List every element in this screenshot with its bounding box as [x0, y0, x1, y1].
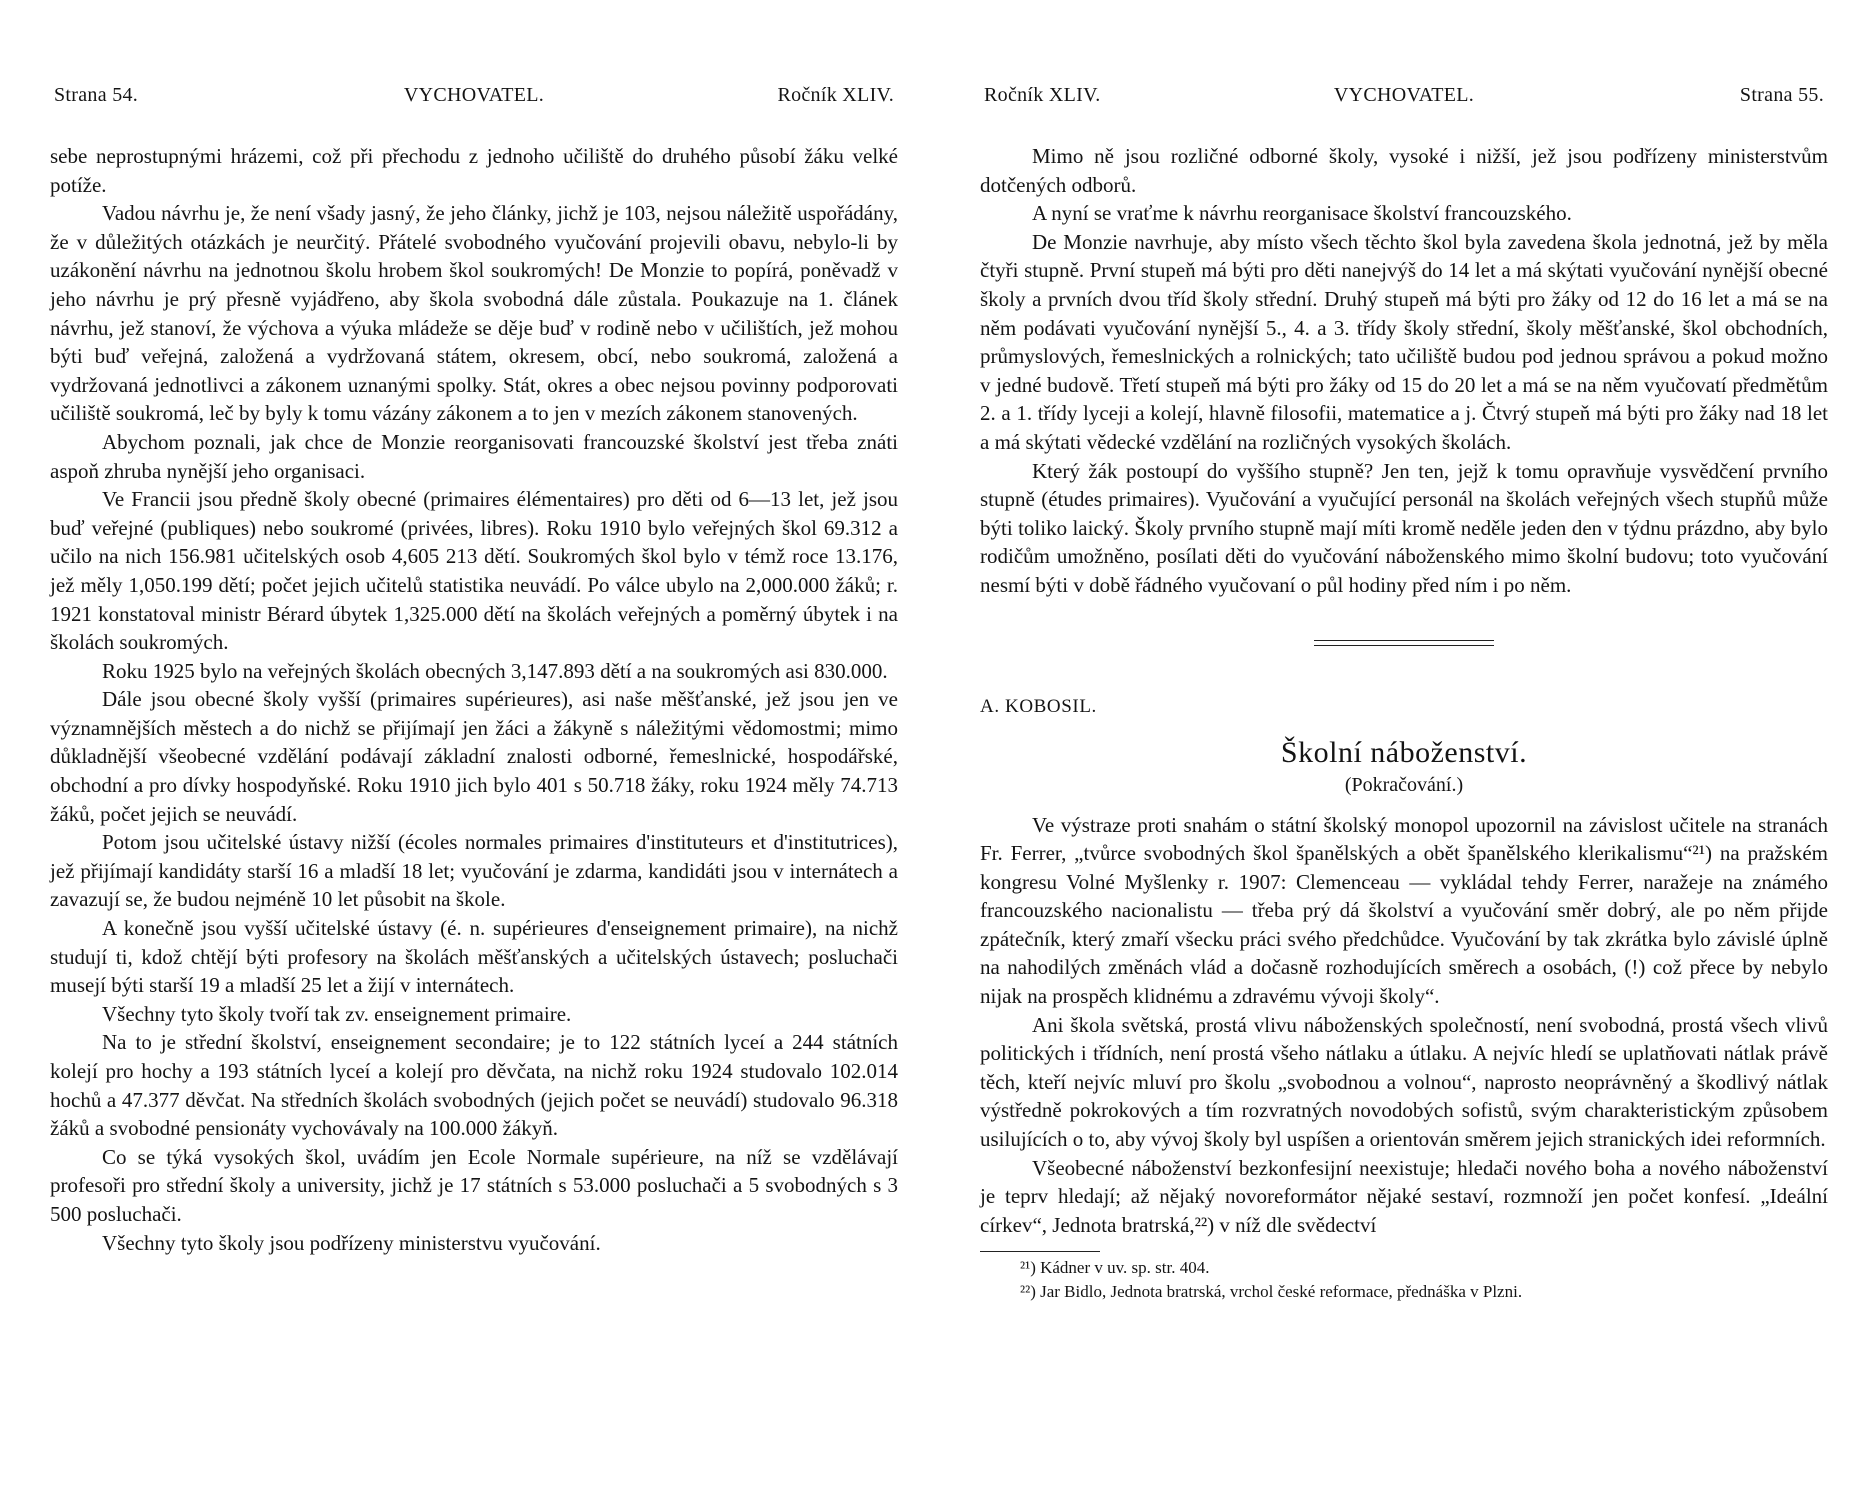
paragraph: Ve výstraze proti snahám o státní školský monopol upozornil na závislost učitele na stranách Fr. Ferrer, „tvůrce svobodných škol španělských a obět španělského klerikalismu“²¹) na pražském kongresu Volné Myšlenky r. 1907: Clemenceau — vykládal tehdy Ferrer, naražeje na známého francouzského nacionalistu — třeba prý dá školství a vyučování směr dobrý, ale po něm přijde zpátečník, který zmaří všecku práci svého předchůdce. Vyučování by tak zkrátka bylo závislé úplně na nahodilých změnách vlád a dočasně rozhodujících směrech a osobách, (!) což přece by nebylo nijak na prospěch klidnému a zdravému vývoji školy“. [980, 812, 1828, 1009]
paragraph: Vadou návrhu je, že není všady jasný, že jeho články, jichž je 103, nejsou náležitě uspořádány, že v důležitých otázkách je neurčitý. Přátelé svobodného vyučování projevili obavu, nebylo-li by uzákonění návrhu na jednotnou školu hrobem škol soukromých! De Monzie to popírá, poněvadž v jeho návrhu je prý přesně vyjádřeno, aby škola svobodná dále zůstala. Poukazuje na 1. článek návrhu, jež stanoví, že výchova a výuka mládeže se děje buď v rodině nebo v učilištích, jež mohou býti buď veřejná, založená a vydržovaná státem, okresem, obcí, nebo soukromá, založená a vydržovaná jednotlivci a zákonem uznanými spolky. Stát, okres a obec nejsou povinny podporovati učiliště soukromá, leč by byly k tomu vázány zákonem a to jen v mezích zákonem stanovených. [50, 201, 898, 426]
footnote: ²²) Jar Bidlo, Jednota bratrská, vrchol české reformace, přednáška v Plzni. [1020, 1282, 1523, 1302]
paragraph: Mimo ně jsou rozličné odborné školy, vysoké i nižší, jež jsou podřízeny ministerstvům dotčených odborů. [980, 144, 1828, 197]
right-page [980, 78, 1828, 1304]
paragraph: Co se týká vysokých škol, uvádím jen Ecole Normale supérieure, na níž se vzdělávají profesoři pro střední školy a university, jichž je 17 státních s 53.000 posluchači a 5 svobodných s 3 500 posluchači. [50, 1144, 898, 1226]
section-divider [1314, 645, 1494, 646]
article-body-text [980, 811, 1828, 1240]
journal-title: VYCHOVATEL. [403, 84, 545, 106]
paragraph: A nyní se vraťme k návrhu reorganisace školství francouzského. [1032, 201, 1572, 226]
page-number: Strana 55. [1739, 84, 1824, 106]
paragraph: De Monzie navrhuje, aby místo všech těchto škol byla zavedena škola jednotná, jež by měla čtyři stupně. První stupeň má býti pro děti nanejvýš do 14 let a má skýtati vyučování nynější obecné školy a prvních dvou tříd školy střední. Druhý stupeň má býti pro žáky od 12 do 16 let a má se na něm podávati vyučování nynější 5., 4. a 3. třídy školy střední, školy měšťanské, škol obchodních, průmyslových, řemeslnických a rolnických; tato učiliště budou pod jednou správou a pokud možno v jedné budově. Třetí stupeň má býti pro žáky od 15 do 20 let a má se na něm vyučovatí předmětům 2. a 1. třídy lyceji a kolejí, hlavně filosofii, matematice a j. Čtvrý stupeň má býti pro žáky nad 18 let a má skýtati vědecké vzdělání na rozličných vysokých školách. [980, 229, 1828, 454]
article-author: A. KOBOSIL. [980, 695, 1097, 717]
paragraph: Abychom poznali, jak chce de Monzie reorganisovati francouzské školství jest třeba znáti aspoň zhruba nynější jeho organisaci. [50, 429, 898, 483]
paragraph: Roku 1925 bylo na veřejných školách obecných 3,147.893 dětí a na soukromých asi 830.000. [102, 658, 888, 683]
footnote-divider [980, 1251, 1100, 1252]
left-body-text [50, 142, 898, 1257]
article-title: Školní náboženství. [1280, 735, 1528, 769]
left-page [50, 78, 898, 1257]
section-divider [1314, 640, 1494, 641]
paragraph: Ani škola světská, prostá vlivu náboženských společností, není svobodná, prostá všech vlivů politických i třídních, není prostá všeho nátlaku a útlaku. A nejvíc hledí se uplatňovati nátlak právě těch, kteří nejvíc mluví pro školu „svobodnou a volnou“, naprosto neoprávněný a škodlivý nátlak výstředně pokrokových a tím rozvratných novodobých sofistů, svým charakteristickým způsobem usilujících o to, aby vývoj školy byl uspíšen a orientován směrem jejich stranických idei reformních. [980, 1012, 1828, 1152]
footnote: ²¹) Kádner v uv. sp. str. 404. [1020, 1258, 1210, 1278]
paragraph: sebe neprostupnými hrázemi, což při přechodu z jednoho učiliště do druhého působí žáku velké potíže. [50, 144, 898, 197]
paragraph: Na to je střední školství, enseignement secondaire; je to 122 státních lyceí a 244 státních kolejí pro hochy a 193 státních lyceí a kolejí pro děvčata, na nichž roku 1924 studovalo 102.014 hochů a 47.377 děvčat. Na středních školách svobodných (jejich počet se neuvádí) studovalo 96.318 žáků a svobodné pensionáty vychovávaly na 100.000 žákyň. [50, 1030, 898, 1141]
page-number: Strana 54. [54, 84, 139, 106]
right-body-text [980, 142, 1828, 600]
volume-label: Ročník XLIV. [777, 84, 894, 106]
running-head [980, 78, 1828, 118]
paragraph: Všechny tyto školy tvoří tak zv. enseignement primaire. [102, 1001, 572, 1026]
paragraph: A konečně jsou vyšší učitelské ústavy (é. n. supérieures d'enseignement primaire), na nichž studují ti, kdož chtějí býti profesory na školách měšťanských a učitelských ústavech; posluchači musejí býti starší 19 a mladší 25 let a žijí v internátech. [50, 916, 898, 998]
paragraph: Všechny tyto školy jsou podřízeny ministerstvu vyučování. [102, 1230, 601, 1255]
footnotes [980, 1256, 1828, 1304]
paragraph: Který žák postoupí do vyššího stupně? Jen ten, jejž k tomu opravňuje vysvědčení prvního stupně (études primaires). Vyučování a vyučující personál na školách veřejných všech stupňů může býti toliko laický. Školy prvního stupně mají míti kromě neděle jeden den v týdnu prázdno, aby bylo rodičům umožněno, posílati děti do vyučování náboženského mimo školní budovu; toto vyučování nesmí býti v době řádného vyučovaní o půl hodiny před ním i po něm. [980, 458, 1828, 597]
paragraph: Ve Francii jsou předně školy obecné (primaires élémentaires) pro děti od 6—13 let, jež jsou buď veřejné (publiques) nebo soukromé (privées, libres). Roku 1910 bylo veřejných škol 69.312 a učilo na nich 156.981 učitelských osob 4,605 213 dětí. Soukromých škol bylo v témž roce 13.176, jež měly 1,050.199 dětí; počet jejich učitelů statistika neuvádí. Po válce ubylo na 2,000.000 žáků; r. 1921 konstatoval ministr Bérard úbytek 1,325.000 dětí na školách veřejných a poměrný úbytek i na školách soukromých. [50, 487, 898, 655]
paragraph: Všeobecné náboženství bezkonfesijní neexistuje; hledači nového boha a nového náboženství je teprv hledají; až nějaký novoreformátor nějaké sestaví, rozmnoží jen počet konfesí. „Ideální církev“, Jednota bratrská,²²) v níž dle svědectví [980, 1155, 1828, 1237]
journal-title: VYCHOVATEL. [1333, 84, 1475, 106]
volume-label: Ročník XLIV. [984, 84, 1101, 106]
article-subtitle: (Pokračování.) [1344, 773, 1464, 796]
running-head [50, 78, 898, 118]
paragraph: Potom jsou učitelské ústavy nižší (écoles normales primaires d'instituteurs et d'institutrices), jež přijímají kandidáty starší 16 a mladší 18 let; vyučování je zdarma, kandidáti jsou v internátech a zavazují se, že budou nejméně 10 let působit na škole. [50, 830, 898, 912]
paragraph: Dále jsou obecné školy vyšší (primaires supérieures), asi naše měšťanské, jež jsou jen ve významnějších městech a do nichž se přijímají jen žáci a žákyně s náležitými vědomostmi; mimo důkladnější všeobecné vzdělání podávají základní znalosti odborné, řemeslnické, hospodářské, obchodní a pro dívky hospodyňské. Roku 1910 jich bylo 401 s 50.718 žáky, roku 1924 měly 74.713 žáků, počet jejich se neuvádí. [50, 687, 898, 826]
